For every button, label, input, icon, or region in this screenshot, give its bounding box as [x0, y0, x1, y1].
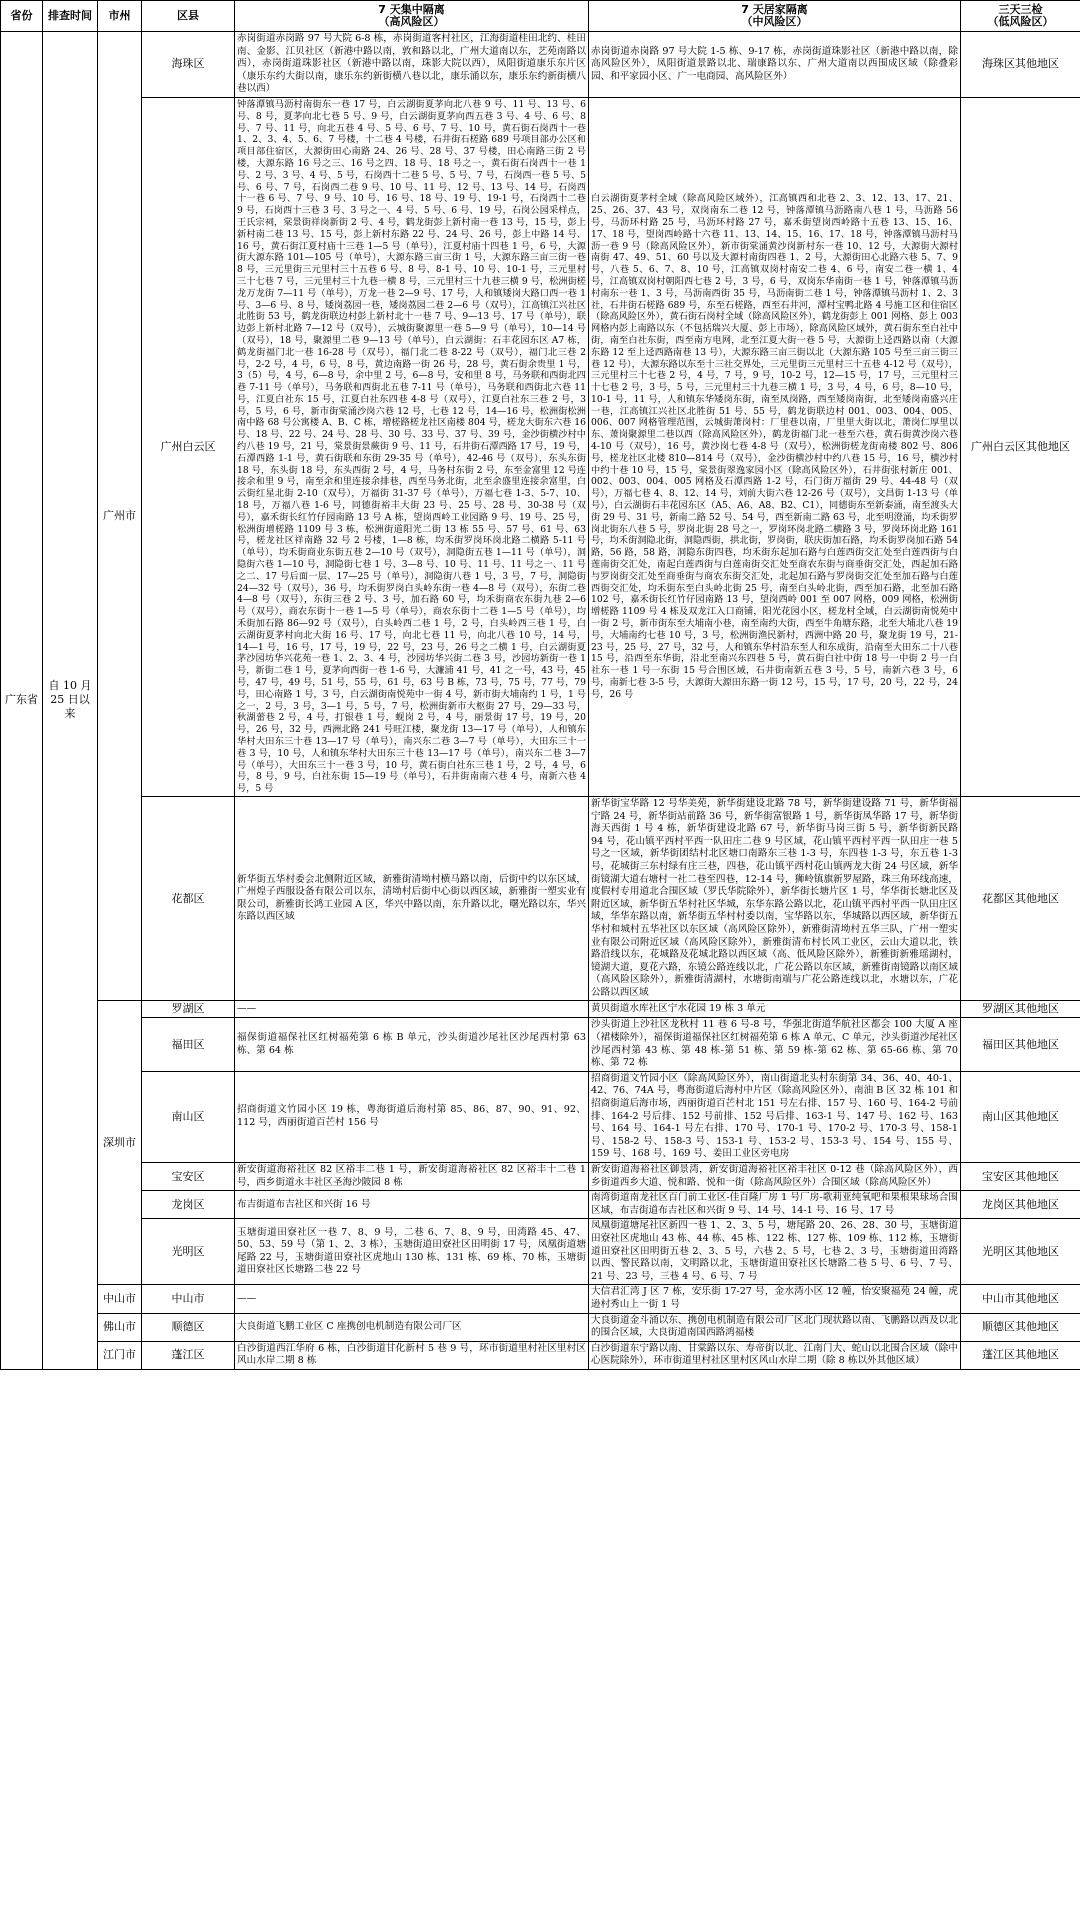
- low-risk-cell: 罗湖区其他地区: [961, 1001, 1080, 1018]
- low-risk-cell: 光明区其他地区: [961, 1219, 1080, 1285]
- header-district: 区县: [142, 1, 235, 32]
- table-row: [1, 1219, 1080, 1285]
- district-cell: 广州白云区: [142, 97, 235, 796]
- table-row: [1, 97, 1080, 796]
- table-row: [1, 1163, 1080, 1191]
- low-risk-cell: 福田区其他地区: [961, 1018, 1080, 1071]
- mid-risk-cell: 白云湖街夏茅村全域（除高风险区域外），江高镇西和北巷 2、3、12、13、17、21、25、26、37、43 号，双岗南东二巷 12 号，钟落潭镇马沥路南八巷 1 号，马沥路 56 号，马沥环村路 25 号，马沥环村路 27 号，嘉禾街望岗西岭路十五巷 13、15、16、17、18 号，望岗西岭路十六巷 11、13、14、15、16、17、18 号，钟落潭镇马沥村马沥一巷 9 号（除高风险区外），新市街棠涌黄沙岗新村东一巷 10、12 号，大源街大源村南街 47、49、51、60 号以及大源村南街四巷 1、2 号，大源街田心北路六巷 5、7、9 号，八巷 5、6、7、8、10 号，江高镇双岗村南安二巷 4、6 号，南安二巷一横 1、4 号，江高镇双岗村朝阳西七巷 2 号，3 号，6 号，双岗东华南街一巷 1 号，钟落潭镇马沥村南东一巷 1、3 号，马沥南西街 35 号，马沥南街二巷 1 号，钟落潭镇马沥村 1、2、3 社，石井街石槎路 689 号，东至石槎路，西至石井河，潭村宝鸭北路 4 号施工区和住宿区（除高风险区外），黄石街石岗村全域（除高风险区外），鹤龙街彭上 001 网格、彭上 003 网格内彭上南路以东（不包括瑞兴大厦、彭上市场），除高风险区域外，黄石街东至白社中街，南至白社东街，西至南方电网，北至江夏大街一巷 5 号，大源街上迳西路以南（大源东路 12 至上迳西路南巷 13 号），大源东路三亩三街以北（大源东路 105 号至三亩三街三巷 12 号），大源东路以东至十三社交界处，三元里街三元里村三十五巷 4-12 号（双号），三元里村三十七巷 2 号，4 号，7 号，9 号，10-2 号，12—15 号，17 号，三元里村三十七巷 2 号，3 号，5 号，三元里村三十九巷三横 1 号，3 号，4 号，6 号，8—10 号，10-1 号，11 号，人和镇东华矮岗东街，南至凤岗路，西至矮岗南街，北至矮岗南盛兴庄一巷，江高镇江兴社区北胜街 51 号、55 号，鹤龙街联边村 001、003、004、005、006、007 网格管理范围，云城街萧岗村：厂里巷以南，厂里里大街以北，萧岗仁厚里以东、萧岗聚源里二巷以西（除高风险区外），鹤龙街福门北一巷至六巷，黄石街黄沙岗六巷 4-10 号（双号），16 号，黄沙岗七巷 4-8 号（双号），松洲街槎龙街南楼 802 号、806 号，槎龙社区北楼 810—814 号（双号），金沙街横沙村中约八巷 15 号，16 号，横沙村中约十巷 10 号，15 号，棠景街翠逸家园小区（除高风险区外），石井街张村新庄 001、002、003、004、005 网格及石潭西路 1-2 号，石门街万福街 29 号、44-48 号（双号），万福七巷 4、8、12、14 号，刘前大街六巷 12-26 号（双号），文昌街 1-13 号（单号），白云湖街石丰花园东区（A5、A6、A8、B2、C1），同德街东至新泰涌，南至渡头大街 29 号、31 号，新南二路 52 号、54 号，西至新南二路 63 号，北至明澄涌，均禾街罗岗北街东八巷 5 号，罗岗北街 28 号之一，罗岗环岗北路二横路 3 号，罗岗环岗北路 161 号，均禾街洞隐北街，洞隐西街，拱北街，罗岗街，联庆街加石路，均禾街罗岗加石路 54 路，56 路，58 路，洞隐东街四巷，均禾街东起加石路与白莲西街交汇处至白莲西街与白莲南街交汇处，南起白莲西街与白莲南街交汇处至商农东街与商垂街交汇处，西起加石路与罗岗街交汇处至商垂街与商农东街交汇处，北起加石路与罗岗街交汇处至加石路与白莲西街交汇处，均禾街东至白头岭北街 25 号，南至白头岭北街，西至加石路，北至加石路 102 号，嘉禾街长红竹仔园南路 13 号，望岗西岭 001 至 007 网格，009 网格，松洲街增槎路 1109 号 4 栋及双龙江入口商铺，阳光花园小区，槎龙村全域，白云湖街南悦苑中一街 2 号，新市街东至大埔南小巷，南至南约大街，西至牛角塘东路，北至大埔北八巷 19 号，大埔南约七巷 10 号，3 号，松洲街渔民新村，西洲中路 20 号，聚龙街 19 号，21-23 号，25 号，27 号，32 号，人和镇东华村沿东至人和东成街，沿南至大田东二十八巷 15 号，沿西至东华街，沿北至南兴东四巷 5 号，黄石街白社中街 18 号一中街 2 号一白社东一巷 1 号一东街 15 号合围区域，石井街南新五巷 3 号，5 号，南新六巷 3 号，6 号，南新七巷 3-5 号，大源街大源田东路一街 12 号，15 号，17 号，20 号，22 号，24 号，26 号: [589, 97, 961, 796]
- city-cell-jiangmen: 江门市: [98, 1341, 142, 1369]
- header-high-risk-title: 7 天集中隔离: [378, 3, 445, 16]
- header-row: [1, 1, 1080, 32]
- district-cell: 福田区: [142, 1018, 235, 1071]
- mid-risk-cell: 新华街宝华路 12 号华美苑，新华街建设北路 78 号，新华街建设路 71 号，新华街福宁路 24 号，新华街站前路 36 号，新华街富银路 1 号，新华街凤华路 17 号，新华街海天西街 1 号 4 栋，新华街建设北路 67 号，新华街马岗三街 5 号，新华街新民路 94 号，花山镇平西村平西一队田庄二巷 9 号区域，花山镇平西村平西一队田庄一巷 5 号之一区域，新华街团结村北区塘口南路东三巷 1-3 号，东四巷 1-3 号，东五巷 1-3 号，花城街三东村绿有庄三巷，四巷，花山镇平西村花山镇两龙大街 24 号区域，新华街镜湖大道右塘村一社二巷至四巷，12-14 号，狮岭镇旗新罗屋路，珠三角环线高速，度假村专用道北合围区域（罗氏华院除外），新华街长塘片区 1 号，华华街长塘北区及附近区域，新华街五华村社区华城，东华东路公路以北，花山镇平西村平西一队田庄区域，华华东路以南，新华街五华村村委以南，宝华路以东，华城路以西区域，新华街五华村和城村五华社区以东区域（高风险区除外），新雅街清坳村五华三队，广州一塑实业有限公司附近区域（高风险区除外），新雅街清布村长风工业区，云山大道以北，铁路沿线以东，花城路及花城北路以西区域（高、低风险区除外），新雅街新雅瑶湖村，镜湖大道，夏花六路，东镜公路连线以北，广花公路以东区域，新雅街南镜路以南区域（高风险区除外），新雅街清湖村，水塘街南端与广花公路连线以北，水塘以东，广花公路以西区域: [589, 796, 961, 1001]
- low-risk-cell: 顺德区其他地区: [961, 1313, 1080, 1341]
- low-risk-cell: 广州白云区其他地区: [961, 97, 1080, 796]
- high-risk-cell: 新安街道海裕社区 82 区裕丰二巷 1 号，新安街道海裕社区 82 区裕丰十二巷 1 号，西乡街道永丰社区圣海沙陂园 8 栋: [235, 1163, 589, 1191]
- table-row: [1, 1313, 1080, 1341]
- province-cell: 广东省: [1, 32, 43, 1370]
- high-risk-cell: 白沙街道西江华府 6 栋，白沙街道甘化新村 5 巷 9 号，环市街道里村社区里村区风山水岸二期 8 栋: [235, 1341, 589, 1369]
- high-risk-cell: 玉塘街道田寮社区一巷 7、8、9 号，二巷 6、7、8、9 号，田湾路 45、47、50、53、59 号（第 1、2、3 栋），玉塘街道田寮社区田明街 17 号，凤凰街道塘尾路 22 号，玉塘街道田寮社区虎地山 130 栋、131 栋、69 栋、70 栋，玉塘街道田寮社区长塘路二巷 22 号: [235, 1219, 589, 1285]
- header-low-risk-title: 三天三检: [998, 3, 1043, 16]
- table-row: [1, 1071, 1080, 1162]
- high-risk-cell: 赤岗街道赤岗路 97 号大院 6-8 栋，赤岗街道客村社区，江海街道桂田北约、桂田南、金影、江贝社区（新港中路以南，敦和路以北，广州大道南以东，艺苑南路以西），赤岗街道珠影社区（新港中路以南，珠影大院以西），凤阳街道康乐东片区（康乐东约大街以南，康乐东约新街横八巷以北，康乐涌以东，康乐东约新街横八巷以西）: [235, 32, 589, 98]
- low-risk-cell: 中山市其他地区: [961, 1285, 1080, 1313]
- high-risk-cell: 新华街五华村委会北侧附近区域，新雅街清坳村横马路以南，后街中约以东区域，广州煌子西服设备有限公司以东，清坳村后街中心街以西区域，新雅街一塑实业有限公司，新雅街长鸿工业园 A 区，华兴中路以南，东升路以北，曙光路以东，华兴东路以西区域: [235, 796, 589, 1001]
- header-mid-risk-sub: （中风险区）: [741, 15, 808, 28]
- header-time: 排查时间: [43, 1, 98, 32]
- mid-risk-cell: 白沙街道东宁路以南、甘棠路以东、寿帝街以北、江南门大、蛇山以北围合区域（除中心医院除外），环市街道里村社区里村区风山水岸二期（除 8 栋以外其他区域）: [589, 1341, 961, 1369]
- header-high-risk: [235, 1, 589, 32]
- table-row: [1, 32, 1080, 98]
- high-risk-cell: 大良街道飞鹏工业区 C 座携创电机制造有限公司厂区: [235, 1313, 589, 1341]
- header-low-risk: [961, 1, 1080, 32]
- district-cell: 光明区: [142, 1219, 235, 1285]
- low-risk-cell: 蓬江区其他地区: [961, 1341, 1080, 1369]
- district-cell: 蓬江区: [142, 1341, 235, 1369]
- mid-risk-cell: 招商街道文竹园小区（除高风险区外），南山街道北头村东街第 34、36、40、40-1、42、76、74A 号，粤海街道后海村中片区（除高风险区外），南油 B 区 32 栋 101 和招商街道后海市场，西丽街道百芒村北 151 号左右排、157 号、160 号、164-2 号前排、164-2 号后排、152 号前排、152 号后排、163-1 号、147 号、162 号、163 号、164 号、164-1 号左右排、170 号、170-1 号、170-2 号、170-3 号、158-1 号、158-2 号、158-3 号、153-1 号、153-2 号、153-3 号、154 号、155 号、159 号、168 号、169 号、姜田工业区旁电房: [589, 1071, 961, 1162]
- table-row: [1, 1001, 1080, 1018]
- mid-risk-cell: 赤岗街道赤岗路 97 号大院 1-5 栋、9-17 栋，赤岗街道珠影社区（新港中路以南，除高风险区外），凤阳街道景路以北、瑞康路以东、广州大道南以西围成区域（除叠彩园、和平家园小区、广一电商园、高风险区外）: [589, 32, 961, 98]
- district-cell: 中山市: [142, 1285, 235, 1313]
- high-risk-cell: ——: [235, 1001, 589, 1018]
- table-row: [1, 1285, 1080, 1313]
- mid-risk-cell: 大良街道金斗涌以东、携创电机制造有限公司厂区北门现状路以南、飞鹏路以西及以北的围合区域，大良街道南国西路鸿福楼: [589, 1313, 961, 1341]
- low-risk-cell: 宝安区其他地区: [961, 1163, 1080, 1191]
- city-cell-zhongshan: 中山市: [98, 1285, 142, 1313]
- header-high-risk-sub: （高风险区）: [378, 15, 445, 28]
- high-risk-cell: 钟落潭镇马沥村南街东一巷 17 号，白云湖街夏茅向北八巷 9 号、11 号、13 号、6 号、8 号，夏茅向北七巷 5 号、9 号，白云湖街夏茅向西五巷 3 号、4 号、6 号、8 号、7 号、11 号，向北五巷 4 号、5 号、6 号、7 号、10 号，黄石街石岗西十一巷 1、2、3、4、5、6、7 号楼，十二巷 4 号楼，石井街石槎路 689 号项目部办公区和项目部住宿区，大源街田心南路 24、26 号、28 号、37 号楼，田心南路三街 2 号楼，大源东路 16 号之三、16 号之四、18 号、18 号之一，黄石街石岗西十一巷 1 号、2 号、3 号、4 号、5 号，石岗西十二巷 5 号、5 号、7 号，石岗西一巷 5 号、5 号、6 号、7 号，石岗西二巷 9 号、10 号、11 号、12 号、13 号、14 号，石岗西十一巷 6 号、7 号、9 号、10 号、16 号、18 号、19 号、19-1 号，石岗西十二巷 9 号，石岗西十三巷 3 号、3 号之一、4 号、5 号、6 号、19 号，石岗公园采样点，王氏宗祠，棠景街祥岗新街 2 号、4 号，鹤龙街彭上新村南一巷 13 号，15 号，彭上新村南二巷 13 号、15 号，彭上新村东路 22 号、24 号、26 号，彭上中路 14 号、16 号，黄石街江夏村庙十三巷 1—5 号（单号），江夏村庙十四巷 1 号，6 号，大源街大源东路 101—105 号（单号），大源东路三亩三街 1 号，大源东路三亩三街一巷 8 号，三元里街三元里村三十五巷 6 号、8 号、8-1 号、10 号、10-1 号，三元里村三十七巷 7 号，三元里村三十九巷一横 8 号，三元里村三十九巷三横 9 号，松洲街槎龙万龙街 7—11 号（单号），万龙一巷 2—9 号、17 号，人和镇矮岗大路口西一巷 1 号、3—6 号、8 号，矮岗荔园一巷，矮岗荔园二巷 2—6 号（双号），江高镇江兴社区北胜街 53 号，鹤龙街联边村彭上新村北十一巷 7 号、9—13 号、17 号（单号），联边彭上新村北路 7—12 号（双号），云城街聚源里一巷 5—9 号（单号），10—14 号（双号），18 号，聚源里二巷 9—13 号（单号），白云湖街：石丰花园东区 A7 栋，鹤龙街福门北一巷 16-28 号（双号），福门北二巷 8-22 号（双号），福门北三巷 2 号，2-2 号，4 号，6 号，8 号，黄边南路一街 26 号，28 号，黄石街余贵里 1 号，3（5）号，4 号，6—8 号，余中里 2 号，6—8 号，安和里 8 号，马务联和西街北四巷 7-11 号（单号），马务联和西街北五巷 7-11 号（单号），马务联和西街北六巷 11 号，江夏白社东 15 号，江夏白社东四巷 4-8 号（双号），江夏白社东三巷 2 号，3 号，5 号，6 号，新市街棠涌沙岗六巷 12 号，七巷 12 号，14—16 号，松洲街松洲南中路 68 号公寓楼 A、B、C 栋，增槎路槎龙社区南楼 804 号，槎龙大街东六巷 16 号、18 号、22 号、24 号、28 号、30 号、33 号、37 号、39 号，金沙街横沙村中约八巷 19 号，21 号，棠景街景蕨街 9 号、11 号，石井街石潭西路 17 号，19 号，石潭西路 1-1 号，黄石街联和东街 29-35 号（单号），42-46 号（双号），东头东街 18 号，东头街 18 号，东头西街 2 号，4 号，马务村东街 2 号，东至金富里 12 号连接余和里 9 号，南至余和里连接余排巷，西至马务北街，北至余盛里连接余富里，白云街红星北街 2-10（双号），万福街 31-37 号（单号），万福七巷 1-3、5-7、10、18 号，万福八巷 1-6 号，同德街裕丰大街 23 号、25 号、28 号、30-38 号（双号），嘉禾街长红竹仔园南路 13 号 A 栋，望岗西岭工业园路 9 号、19 号、25 号，松洲街增槎路 1109 号 3 栋，松洲街道阳光二街 13 栋 55 号、57 号、61 号、63 号，槎龙社区祥南路 32 号 2 号楼，1—8 栋，均禾街罗岗环岗北路二横路 5-11 号（单号），均禾街商业东街五巷 2—10 号（双号），洞隐街五巷 1—11 号（单号），洞隐街六巷 1—10 号，洞隐街七巷 1 号、3—8 号、10 号、11 号、11 号之一、11 号之二、17 号后面一层、17—25 号（单号），洞隐街八巷 1 号，3 号，7 号，洞隐街 24—32 号（双号），36 号，均禾街罗岗白头岭东街一巷 4—8 号（双号），东街二巷 4—8 号（双号），东街三巷 2 号、3 号，加石路 60 号，均禾街商农东街九巷 2—6 号（双号），商农东街十一巷 1—5 号（单号），商农东街十二巷 1—5 号（单号），均禾街加石路 86—92 号（双号），白头岭西二巷 1 号，2 号，白头岭西三巷 1 号，白云湖街夏茅村向北大街 16 号、17 号，向北七巷 11 号，向北八巷 10 号，14 号，14—1 号，16 号，17 号，19 号，22 号，23 号，26 号之二横 1 号，白云湖街夏茅沙园坊华兴花苑一巷 1、2、3、4 号，沙园坊华兴街二巷 3 号，沙园坊新街一巷 1 号，新街二巷 1 号，夏茅向西街一巷 1-6 号，大濂浦 41 号，41 之一号，43 号，45 号，47 号，49 号，51 号，55 号，61 号，63 号 B 栋，73 号，75 号，77 号，79 号，田心南路 1 号，3 号，白云湖街南悦苑中一街 4 号，新市街大埔南约 1 号，1 号之一，2 号，3 号，3—1 号，5 号，7 号，松洲街新市大枢街 27 号，29—33 号，秋湖蕾巷 2 号，4 号，打银巷 1 号，蚬岗 2 号，4 号，丽景街 17 号，19 号，20 号，26 号，32 号，西洲北路 241 号旺江楼，聚龙街 13—17 号（单号），人和镇东华村大田东三十巷 13—17 号（单号），南兴东二巷 3—7 号（单号），大田东三十一巷 3 号，10 号，人和镇东华村大田东三十巷 13—17 号（单号），南兴东二巷 3—7 号（单号），大田东三十一巷 3 号，10 号，黄石街白社东三巷 1 号，2 号，4 号，6 号，8 号，9 号，白社东街 15—19 号（单号），石井街南南六巷 4 号，南新六巷 4 号，5 号: [235, 97, 589, 796]
- low-risk-cell: 花都区其他地区: [961, 796, 1080, 1001]
- table-row: [1, 1018, 1080, 1071]
- district-cell: 顺德区: [142, 1313, 235, 1341]
- table-row: [1, 796, 1080, 1001]
- high-risk-cell: 福保街道福保社区红树福苑第 6 栋 B 单元，沙头街道沙尾社区沙尾西村第 63 栋、第 64 栋: [235, 1018, 589, 1071]
- mid-risk-cell: 沙头街道上沙社区龙秋村 11 巷 6 号-8 号，华强北街道华航社区都会 100 大厦 A 座（裙楼除外），福保街道福保社区红树福苑第 6 栋 A 单元、C 单元，沙头街道沙尾社区沙尾西村第 43 栋、第 48 栋-第 51 栋、第 59 栋-第 62 栋、第 65-66 栋、第 70 栋、第 72 栋: [589, 1018, 961, 1071]
- mid-risk-cell: 凤凰街道塘尾社区新四一巷 1、2、3、5 号，塘尾路 20、26、28、30 号，玉塘街道田寮社区虎地山 43 栋、44 栋、45 栋、122 栋、127 栋、109 栋、112 栋，玉塘街道田寮社区田明街五巷 2、3、5 号，六巷 2、5 号，七巷 2、3 号，玉塘街道田湾路以西、警民路以南，文明路以北，玉塘街道田寮社区长塘路二巷 5 号、6 号、7 号、21 号、23 号，三巷 4 号、6 号、7 号: [589, 1219, 961, 1285]
- mid-risk-cell: 大信君汇湾 J 区 7 栋，安乐街 17-27 号，金水湾小区 12 幢，怡安聚福苑 24 幢，虎逊村秀山上一街 1 号: [589, 1285, 961, 1313]
- city-cell-shenzhen: 深圳市: [98, 1001, 142, 1285]
- district-cell: 南山区: [142, 1071, 235, 1162]
- high-risk-cell: 布吉街道布吉社区和兴街 16 号: [235, 1191, 589, 1219]
- district-cell: 海珠区: [142, 32, 235, 98]
- low-risk-cell: 龙岗区其他地区: [961, 1191, 1080, 1219]
- mid-risk-cell: 新安街道海裕社区御景湾，新安街道海裕社区裕丰社区 0-12 巷（除高风险区外），西乡街道西乡大道、悦和路、悦和一街（除高风险区外）合围区域（除高风险区外）: [589, 1163, 961, 1191]
- header-low-risk-sub: （低风险区）: [987, 15, 1054, 28]
- city-cell-foshan: 佛山市: [98, 1313, 142, 1341]
- district-cell: 花都区: [142, 796, 235, 1001]
- city-cell-guangzhou: 广州市: [98, 32, 142, 1001]
- district-cell: 龙岗区: [142, 1191, 235, 1219]
- high-risk-cell: 招商街道文竹园小区 19 栋，粤海街道后海村第 85、86、87、90、91、92、112 号，西丽街道百芒村 156 号: [235, 1071, 589, 1162]
- mid-risk-cell: 南湾街道南龙社区百门前工业区-佳百隆厂房 1 号厂房-歌莉亚纯氧吧和果根果球场合围区域，布吉街道布吉社区和兴街 9 号、14 号、14-1 号、16 号、17 号: [589, 1191, 961, 1219]
- table-row: [1, 1341, 1080, 1369]
- check-time-cell: 自 10 月 25 日以来: [43, 32, 98, 1370]
- district-cell: 宝安区: [142, 1163, 235, 1191]
- header-province: 省份: [1, 1, 43, 32]
- mid-risk-cell: 黄贝街道水库社区宁水花园 19 栋 3 单元: [589, 1001, 961, 1018]
- low-risk-cell: 南山区其他地区: [961, 1071, 1080, 1162]
- header-mid-risk: [589, 1, 961, 32]
- district-cell: 罗湖区: [142, 1001, 235, 1018]
- table-row: [1, 1191, 1080, 1219]
- high-risk-cell: ——: [235, 1285, 589, 1313]
- header-city: 市州: [98, 1, 142, 32]
- low-risk-cell: 海珠区其他地区: [961, 32, 1080, 98]
- header-mid-risk-title: 7 天居家隔离: [741, 3, 808, 16]
